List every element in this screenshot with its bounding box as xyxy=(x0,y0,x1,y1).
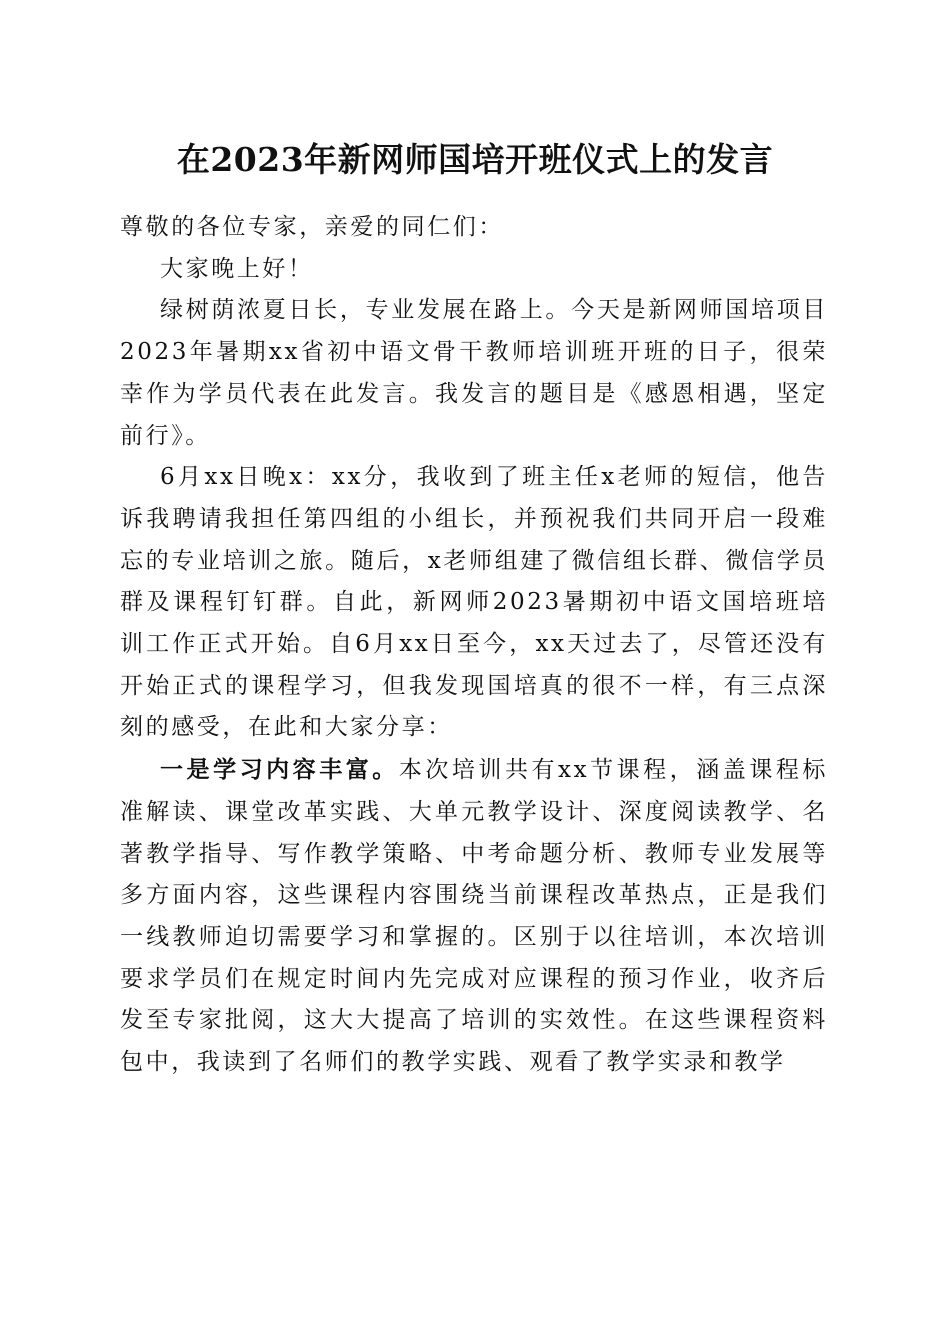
paragraph-point-one xyxy=(120,749,828,1084)
document-title: 在2023年新网师国培开班仪式上的发言 xyxy=(176,140,774,179)
point-one-lead: 一是学习内容丰富。 xyxy=(160,756,399,784)
salutation: 尊敬的各位专家，亲爱的同仁们： xyxy=(120,214,504,240)
point-one-text: 本次培训共有xx节课程，涵盖课程标准解读、课堂改革实践、大单元教学设计、深度阅读教学、名著教学指导、写作教学策略、中考命题分析、教师专业发展等多方面内容，这些课程内容围绕当前课程改革热点，正是我们一线教师迫切需要学习和掌握的。区别于以往培训，本次培训要求学员们在规定时间内先完成对应课程的预习作业，收齐后发至专家批阅，这大大提高了培训的实效性。在这些课程资料包中，我读到了名师们的教学实践、观看了教学实录和教学 xyxy=(120,757,828,1076)
greeting: 大家晚上好！ xyxy=(160,255,314,282)
document-body xyxy=(120,207,828,1084)
paragraph-opening: 绿树荫浓夏日长，专业发展在路上。今天是新网师国培项目2023年暑期xx省初中语文骨干教师培训班开班的日子，很荣幸作为学员代表在此发言。我发言的题目是《感恩相遇，坚定前行》。 xyxy=(120,297,828,449)
paragraph-background: 6月xx日晚x：xx分，我收到了班主任x老师的短信，他告诉我聘请我担任第四组的小组长，并预祝我们共同开启一段难忘的专业培训之旅。随后，x老师组建了微信组长群、微信学员群及课程钉钉群。自此，新网师2023暑期初中语文国培班培训工作正式开始。自6月xx日至今，xx天过去了，尽管还没有开始正式的课程学习，但我发现国培真的很不一样，有三点深刻的感受，在此和大家分享： xyxy=(120,464,828,741)
